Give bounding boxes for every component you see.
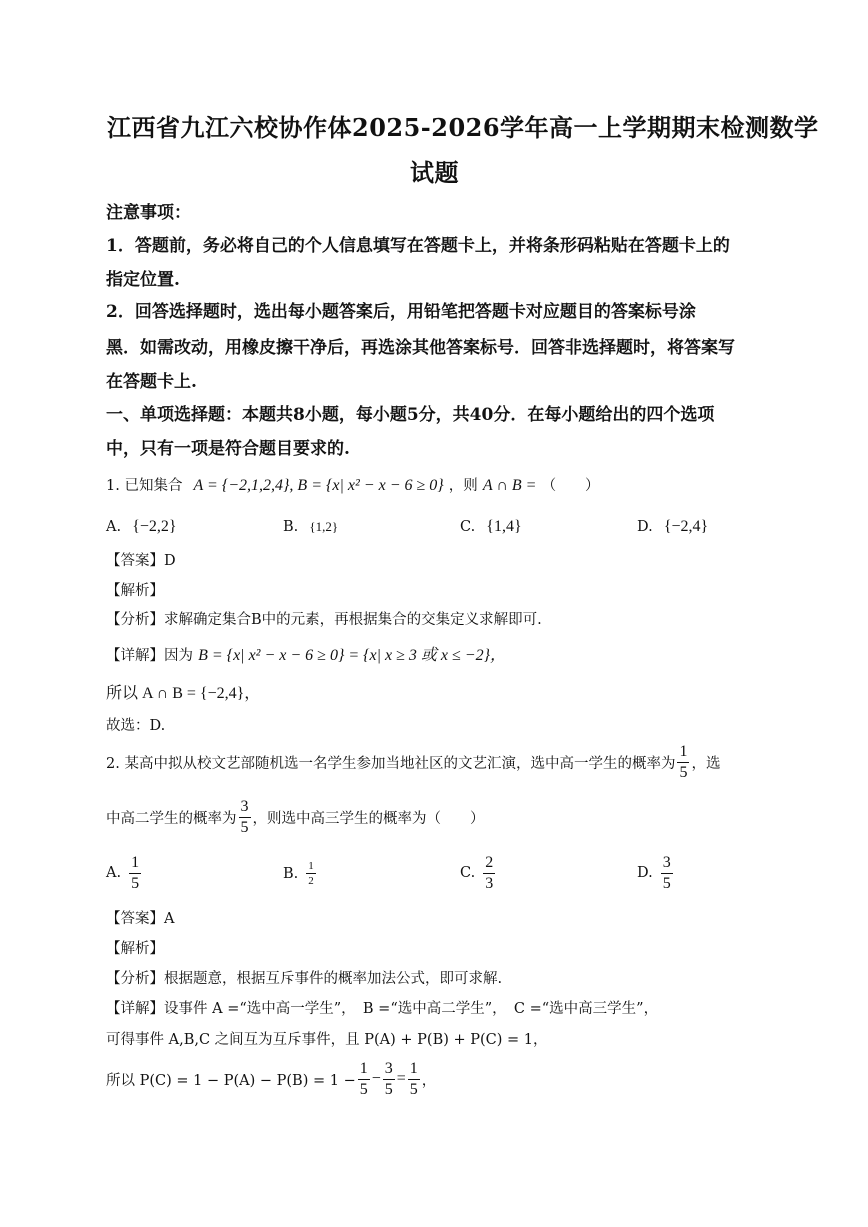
- fraction-denominator: 5: [240, 818, 249, 836]
- option-value: {−2,4}: [663, 518, 709, 535]
- question-1-blank: （ ）: [541, 478, 600, 494]
- option-value: {1,4}: [486, 518, 522, 535]
- question-1-option-c: [460, 516, 522, 536]
- question-2-option-d: [637, 854, 675, 892]
- fraction-numerator: 1: [131, 854, 140, 871]
- notes-item-1-line-1: 1．答题前，务必将自己的个人信息填写在答题卡上，并将条形码粘贴在答题卡上的: [106, 236, 730, 256]
- fraction-denominator: 5: [359, 1080, 368, 1098]
- question-1-answer: 【答案】D: [106, 553, 176, 569]
- fraction-numerator: 1: [409, 1060, 418, 1077]
- title-line-1: 江西省九江六校协作体2025-2026学年高一上学期期末检测数学: [107, 113, 819, 142]
- fraction-numerator: 3: [384, 1060, 393, 1077]
- fraction-denominator: 3: [485, 874, 494, 892]
- minus-sign: −: [371, 1070, 381, 1088]
- fraction-one-fifth: [677, 743, 689, 781]
- option-letter: D.: [637, 519, 653, 535]
- formula-text: ，: [421, 1072, 437, 1089]
- question-2-line-3: [106, 1060, 436, 1098]
- option-letter: B.: [283, 865, 299, 882]
- question-2-option-c: [460, 854, 497, 892]
- question-1-then: ，则: [448, 478, 478, 494]
- fraction-numerator: 3: [240, 798, 249, 815]
- option-letter: A.: [106, 865, 122, 882]
- question-1-so-line: 所以 A ∩ B = {−2,4}，: [106, 685, 261, 702]
- fraction-denominator: 2: [308, 875, 314, 888]
- question-2-detail: 【详解】设事件 A =“选中高一学生”， B =“选中高二学生”， C =“选中高三学生”，: [106, 1001, 659, 1017]
- question-2-analysis-label: 【解析】: [106, 941, 164, 957]
- option-fraction: [483, 854, 495, 892]
- question-2-fenxi: 【分析】根据题意，根据互斥事件的概率加法公式，即可求解.: [106, 971, 503, 987]
- question-1-fenxi: 【分析】求解确定集合B中的元素，再根据集合的交集定义求解即可.: [106, 612, 542, 628]
- question-1-option-a: [106, 516, 177, 536]
- notes-item-2-line-2: 黑．如需改动，用橡皮擦干净后，再选涂其他答案标号．回答非选择题时，将答案写: [106, 338, 735, 358]
- option-letter: B.: [283, 519, 299, 535]
- question-1-analysis-label: 【解析】: [106, 583, 164, 599]
- option-letter: A.: [106, 519, 122, 535]
- question-1-detail: [106, 642, 506, 665]
- question-1-prefix: 1. 已知集合: [106, 478, 183, 494]
- notes-item-1-line-2: 指定位置.: [106, 270, 180, 290]
- fraction-denominator: 5: [409, 1080, 418, 1098]
- fraction-numerator: 1: [308, 860, 314, 872]
- stem-text: ，选: [691, 755, 721, 772]
- formula-text: 所以 P(C) = 1 − P(A) − P(B) = 1 −: [106, 1072, 356, 1089]
- stem-text: 中高二学生的概率为: [106, 810, 237, 827]
- option-letter: D.: [637, 865, 653, 882]
- stem-text: ，则选中高三学生的概率为（ ）: [252, 810, 485, 827]
- fraction-numerator: 3: [662, 854, 671, 871]
- question-1-intersection: A ∩ B =: [482, 477, 537, 494]
- fraction-three-fifths: [383, 1060, 395, 1098]
- option-fraction: [661, 854, 673, 892]
- option-fraction: [129, 854, 141, 892]
- option-value: {−2,2}: [132, 518, 177, 535]
- fraction-three-fifths: [239, 798, 251, 836]
- fraction-numerator: 1: [679, 743, 688, 760]
- option-letter: C.: [460, 865, 476, 882]
- option-value: {1,2}: [309, 519, 339, 534]
- option-letter: C.: [460, 519, 476, 535]
- fraction-one-fifth: [358, 1060, 370, 1098]
- detail-math: B = {x| x² − x − 6 ≥ 0} = {x| x ≥ 3 或 x ≤ −2}，: [198, 647, 506, 664]
- question-2-option-b: [283, 860, 318, 887]
- question-2-stem-line-1: [106, 743, 720, 781]
- equals-sign: =: [396, 1070, 406, 1088]
- notes-heading: 注意事项：: [106, 203, 191, 223]
- question-1-choose: 故选：D.: [106, 718, 166, 734]
- fraction-numerator: 1: [359, 1060, 368, 1077]
- question-1-stem: [106, 474, 600, 495]
- question-2-answer: 【答案】A: [106, 911, 175, 927]
- notes-item-2-line-3: 在答题卡上.: [106, 372, 197, 392]
- fraction-denominator: 5: [662, 874, 671, 892]
- section-1-line-2: 中，只有一项是符合题目要求的.: [106, 439, 350, 459]
- question-2-stem-line-2: [106, 798, 485, 836]
- option-fraction: [306, 860, 316, 887]
- question-2-option-a: [106, 854, 143, 892]
- fraction-result: [408, 1060, 420, 1098]
- stem-text: 2. 某高中拟从校文艺部随机选一名学生参加当地社区的文艺汇演，选中高一学生的概率为: [106, 755, 676, 772]
- notes-item-2-line-1: 2．回答选择题时，选出每小题答案后，用铅笔把答题卡对应题目的答案标号涂: [106, 302, 696, 322]
- title-line-2: 试题: [410, 158, 459, 187]
- detail-label: 【详解】因为: [106, 648, 193, 664]
- fraction-denominator: 5: [384, 1080, 393, 1098]
- question-1-option-b: [283, 516, 338, 535]
- section-1-line-1: 一、单项选择题：本题共8小题，每小题5分，共40分．在每小题给出的四个选项: [106, 405, 715, 425]
- question-2-line-2: 可得事件 A,B,C 之间互为互斥事件，且 P(A) + P(B) + P(C) = 1，: [106, 1032, 548, 1048]
- fraction-numerator: 2: [485, 854, 494, 871]
- question-1-option-d: [637, 516, 708, 536]
- fraction-denominator: 5: [679, 763, 688, 781]
- fraction-denominator: 5: [131, 874, 140, 892]
- question-1-sets: A = {−2,1,2,4}, B = {x| x² − x − 6 ≥ 0}: [193, 477, 444, 494]
